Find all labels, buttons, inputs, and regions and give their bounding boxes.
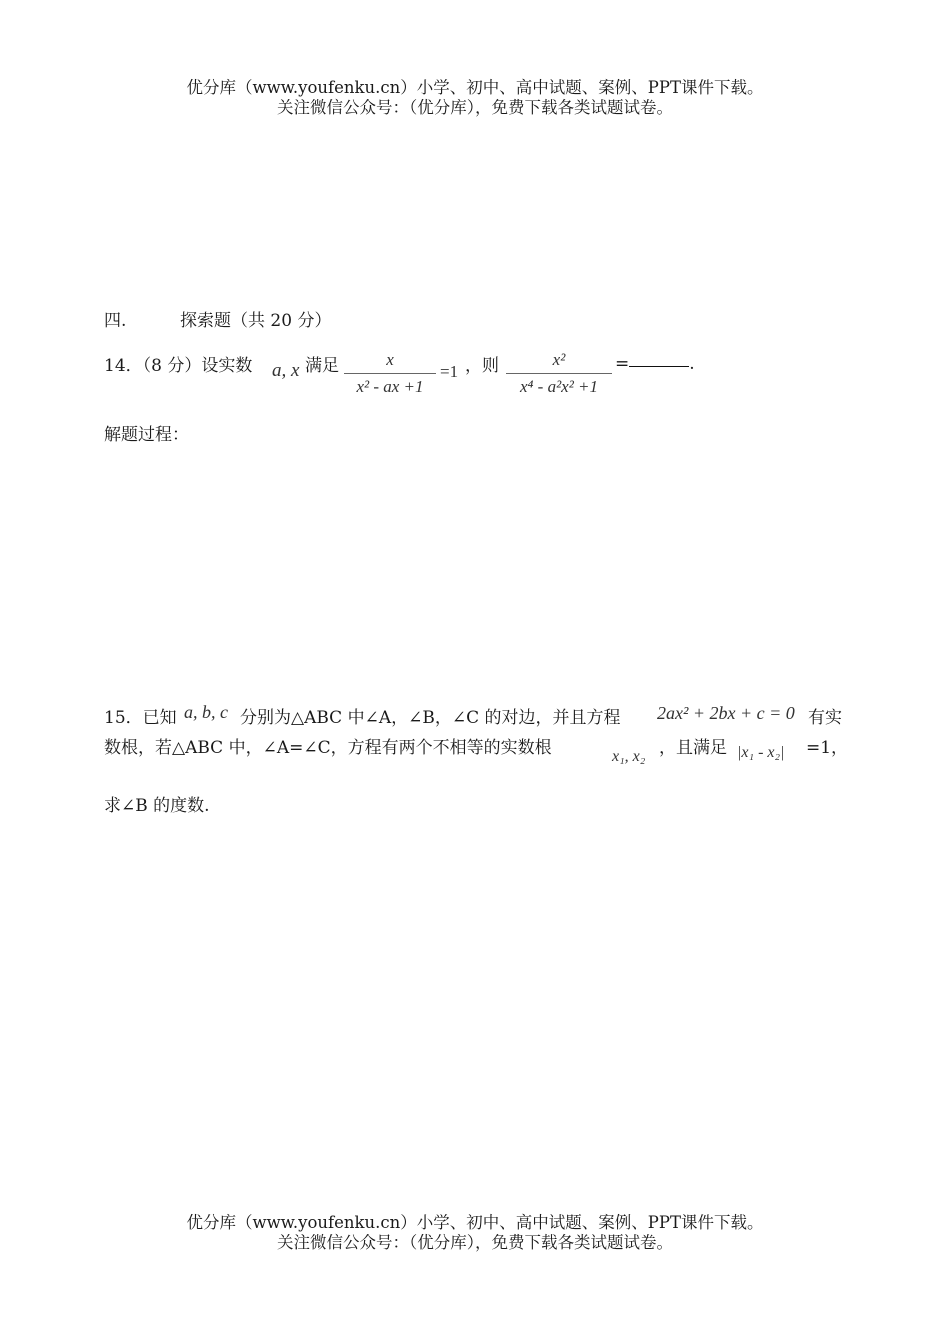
q15-line-2: 数根，若△ABC 中，∠A=∠C，方程有两个不相等的实数根 [104,738,552,758]
q14-fraction-1-numerator: x [386,350,394,369]
q15-vars: a, b, c [184,702,228,722]
q14-fraction-2 [506,349,612,398]
q14-prefix: 14．（8 分）设实数 [104,356,253,376]
answer-blank [629,352,689,367]
q14-fraction-2-denominator: x⁴ - a²x² +1 [519,377,599,396]
fraction-bar [344,373,436,374]
fraction-bar [506,373,612,374]
q14-answer-line [615,352,695,374]
q14-equals: = [615,354,630,374]
q14-fraction-1 [344,349,436,398]
q15-equation: 2ax² + 2bx + c = 0 [657,703,795,723]
q14-equals-one: =1 [440,362,459,381]
footer-line-2: 关注微信公众号：（优分库），免费下载各类试题试卷。 [277,1233,673,1252]
section-title: 探索题（共 20 分） [180,311,332,331]
footer-line-1: 优分库（www.youfenku.cn）小学、初中、高中试题、案例、PPT课件下载。 [186,1213,764,1232]
q14-period: . [689,354,695,374]
q15-text-4: =1， [806,738,849,758]
q15-text-3: ，且满足 [659,738,727,758]
q14-vars: a, x [272,360,300,381]
q15-text-2: 有实 [808,708,842,728]
q14-fraction-1-denominator: x² - ax +1 [356,377,424,396]
header-line-2: 关注微信公众号：（优分库），免费下载各类试题试卷。 [277,98,673,117]
q15-roots: x₁, x₂ [612,748,646,765]
q14-fraction-2-numerator: x² [552,350,566,369]
q15-line-3: 求∠B 的度数. [104,796,210,816]
q15-prefix: 15．已知 [104,708,177,728]
q15-abs-expression: |x₁ - x₂| [737,744,785,761]
q14-solution-label: 解题过程： [104,425,189,445]
section-number: 四. [104,311,127,331]
q15-text-1: 分别为△ABC 中∠A，∠B，∠C 的对边，并且方程 [240,708,621,728]
q14-satisfy: 满足 [305,356,339,376]
q14-then: ，则 [465,356,499,376]
header-line-1: 优分库（www.youfenku.cn）小学、初中、高中试题、案例、PPT课件下载。 [186,78,764,97]
